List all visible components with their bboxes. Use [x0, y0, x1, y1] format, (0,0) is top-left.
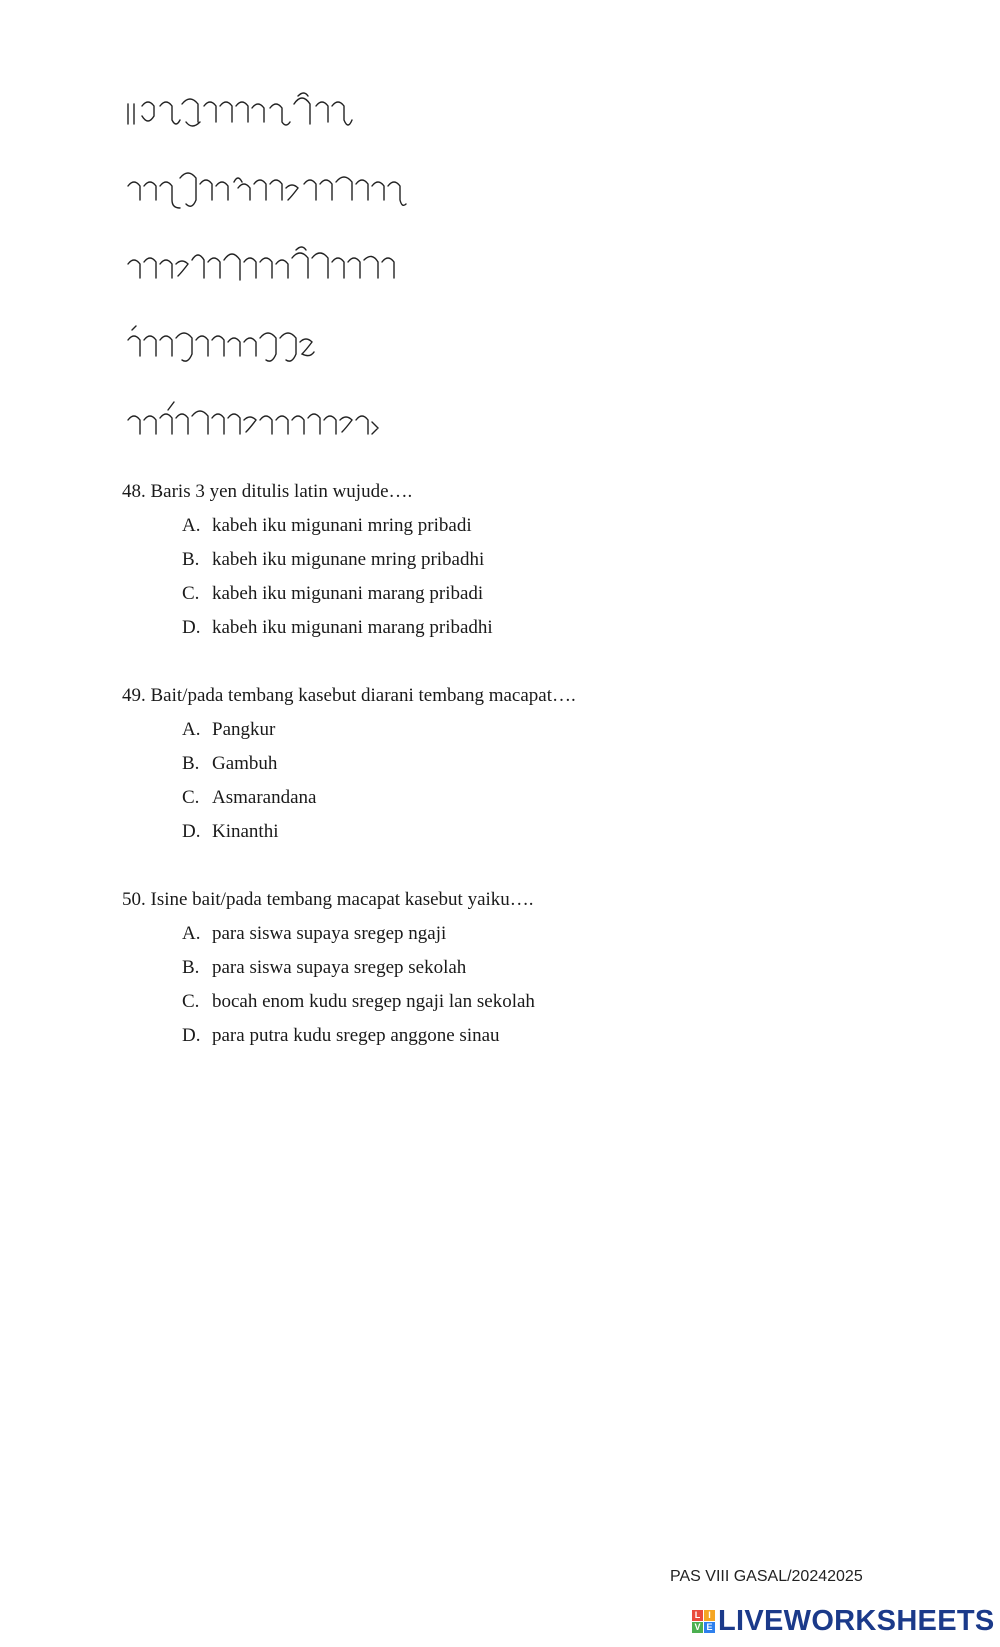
question-text: 50. Isine bait/pada tembang macapat kasebut yaiku…. — [122, 889, 534, 910]
logo-tile-v: V — [692, 1622, 703, 1633]
option-letter: C. — [182, 991, 200, 1012]
javanese-glyphs-5 — [126, 398, 426, 448]
javanese-glyphs-3 — [126, 242, 426, 292]
option-text: kabeh iku migunane mring pribadhi — [212, 549, 485, 570]
javanese-glyphs-4 — [126, 320, 366, 370]
option-text: kabeh iku migunani marang pribadi — [212, 583, 484, 604]
javanese-script-line-2 — [126, 164, 426, 242]
javanese-script-line-5 — [126, 398, 426, 476]
logo-tile-i: I — [704, 1610, 715, 1621]
option-text: Asmarandana — [212, 787, 317, 808]
option-text: Pangkur — [212, 719, 276, 740]
option-letter: A. — [182, 719, 201, 740]
option-d[interactable] — [182, 820, 576, 854]
javanese-glyphs-2 — [126, 164, 426, 214]
question-text: 48. Baris 3 yen ditulis latin wujude…. — [122, 481, 413, 502]
option-text: bocah enom kudu sregep ngaji lan sekolah — [212, 991, 535, 1012]
option-text: kabeh iku migunani mring pribadi — [212, 515, 472, 536]
question-50 — [122, 888, 535, 1058]
javanese-script-line-3 — [126, 242, 426, 320]
option-letter: D. — [182, 617, 201, 638]
option-a[interactable] — [182, 514, 493, 548]
option-letter: B. — [182, 957, 200, 978]
option-letter: A. — [182, 515, 201, 536]
option-c[interactable] — [182, 990, 535, 1024]
logo-tile-e: E — [704, 1622, 715, 1633]
option-letter: C. — [182, 583, 200, 604]
option-a[interactable] — [182, 718, 576, 752]
option-text: para siswa supaya sregep sekolah — [212, 957, 467, 978]
question-48 — [122, 480, 493, 650]
option-text: para putra kudu sregep anggone sinau — [212, 1025, 500, 1046]
liveworksheets-brand[interactable] — [692, 1606, 995, 1636]
question-text: 49. Bait/pada tembang kasebut diarani tembang macapat…. — [122, 685, 576, 706]
brand-name: LIVEWORKSHEETS — [718, 1605, 995, 1637]
option-text: kabeh iku migunani marang pribadhi — [212, 617, 493, 638]
question-49 — [122, 684, 576, 854]
option-text: Gambuh — [212, 753, 278, 774]
option-c[interactable] — [182, 786, 576, 820]
option-b[interactable] — [182, 752, 576, 786]
javanese-glyphs-1 — [126, 86, 386, 136]
option-text: para siswa supaya sregep ngaji — [212, 923, 447, 944]
javanese-script-line-1 — [126, 86, 426, 164]
option-letter: D. — [182, 821, 201, 842]
exam-code: PAS VIII GASAL/20242025 — [670, 1568, 863, 1585]
option-letter: C. — [182, 787, 200, 808]
option-d[interactable] — [182, 1024, 535, 1058]
option-letter: B. — [182, 549, 200, 570]
option-b[interactable] — [182, 956, 535, 990]
logo-tile-l: L — [692, 1610, 703, 1621]
option-letter: B. — [182, 753, 200, 774]
option-a[interactable] — [182, 922, 535, 956]
javanese-script-line-4 — [126, 320, 426, 398]
option-c[interactable] — [182, 582, 493, 616]
option-letter: D. — [182, 1025, 201, 1046]
option-text: Kinanthi — [212, 821, 279, 842]
option-b[interactable] — [182, 548, 493, 582]
liveworksheets-logo-icon — [692, 1610, 715, 1633]
option-letter: A. — [182, 923, 201, 944]
option-d[interactable] — [182, 616, 493, 650]
javanese-script-block — [126, 86, 426, 476]
